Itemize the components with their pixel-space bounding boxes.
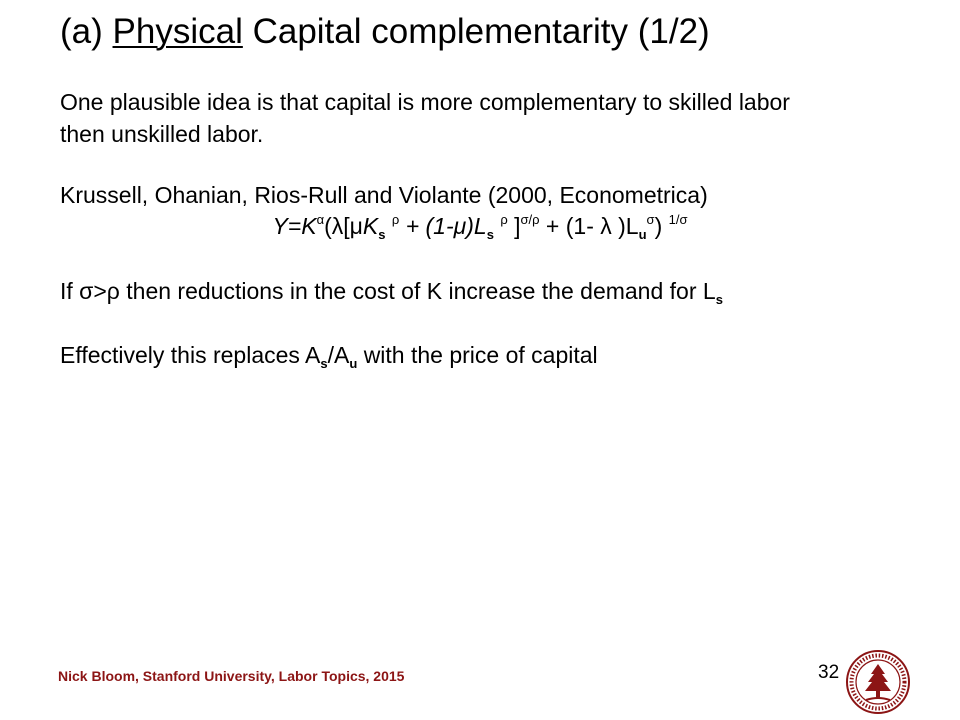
statement-sigma-rho-sub: s xyxy=(715,292,723,307)
slide-title xyxy=(60,10,710,54)
formula-plus-lambda: + (1- λ )L xyxy=(545,213,639,239)
statement-replaces-sub2: u xyxy=(349,356,358,371)
formula-k: K xyxy=(362,213,379,239)
formula-y-eq-k: Y=K xyxy=(272,213,317,239)
title-underlined-word: Physical xyxy=(112,12,243,51)
formula-sigma: σ xyxy=(646,212,655,227)
statement-sigma-rho-text: If σ>ρ then reductions in the cost of K increase the demand for L xyxy=(60,278,716,304)
formula-plus-mid: + (1-μ) xyxy=(405,213,474,239)
paragraph-line-1: One plausible idea is that capital is more complementary to skilled labor xyxy=(60,89,790,115)
formula-alpha: α xyxy=(316,212,325,227)
paragraph-line-2: then unskilled labor. xyxy=(60,121,264,147)
statement-replaces-post: with the price of capital xyxy=(363,342,598,368)
title-suffix: Capital complementarity (1/2) xyxy=(252,12,710,51)
page-number: 32 xyxy=(818,662,840,683)
statement-replaces-mid: /A xyxy=(327,342,350,368)
formula-sigma-over-rho: σ/ρ xyxy=(520,212,540,227)
formula-lu-sub: u xyxy=(638,227,647,242)
formula-bracket-close: ] xyxy=(514,213,521,239)
formula-k-rho: ρ xyxy=(391,212,400,227)
citation: Krussell, Ohanian, Rios-Rull and Violante (2000, Econometrica) xyxy=(60,182,708,208)
formula-l-rho: ρ xyxy=(500,212,508,227)
statement-replaces-sub1: s xyxy=(320,356,328,371)
formula-k-sub: s xyxy=(378,227,386,242)
formula-l: L xyxy=(473,213,487,239)
statement-replaces-pre: Effectively this replaces A xyxy=(60,342,321,368)
title-prefix: (a) xyxy=(60,12,103,51)
formula-open: (λ[μ xyxy=(324,213,363,239)
formula-one-over-sigma: 1/σ xyxy=(668,212,688,227)
stanford-seal-icon xyxy=(846,650,910,714)
formula-paren-close: ) xyxy=(654,213,663,239)
statement-replaces xyxy=(60,339,920,371)
footer-credit: Nick Bloom, Stanford University, Labor Topics, 2015 xyxy=(58,668,405,684)
statement-sigma-rho xyxy=(60,275,920,307)
formula-l-sub: s xyxy=(486,227,494,242)
production-function-formula xyxy=(0,210,960,242)
